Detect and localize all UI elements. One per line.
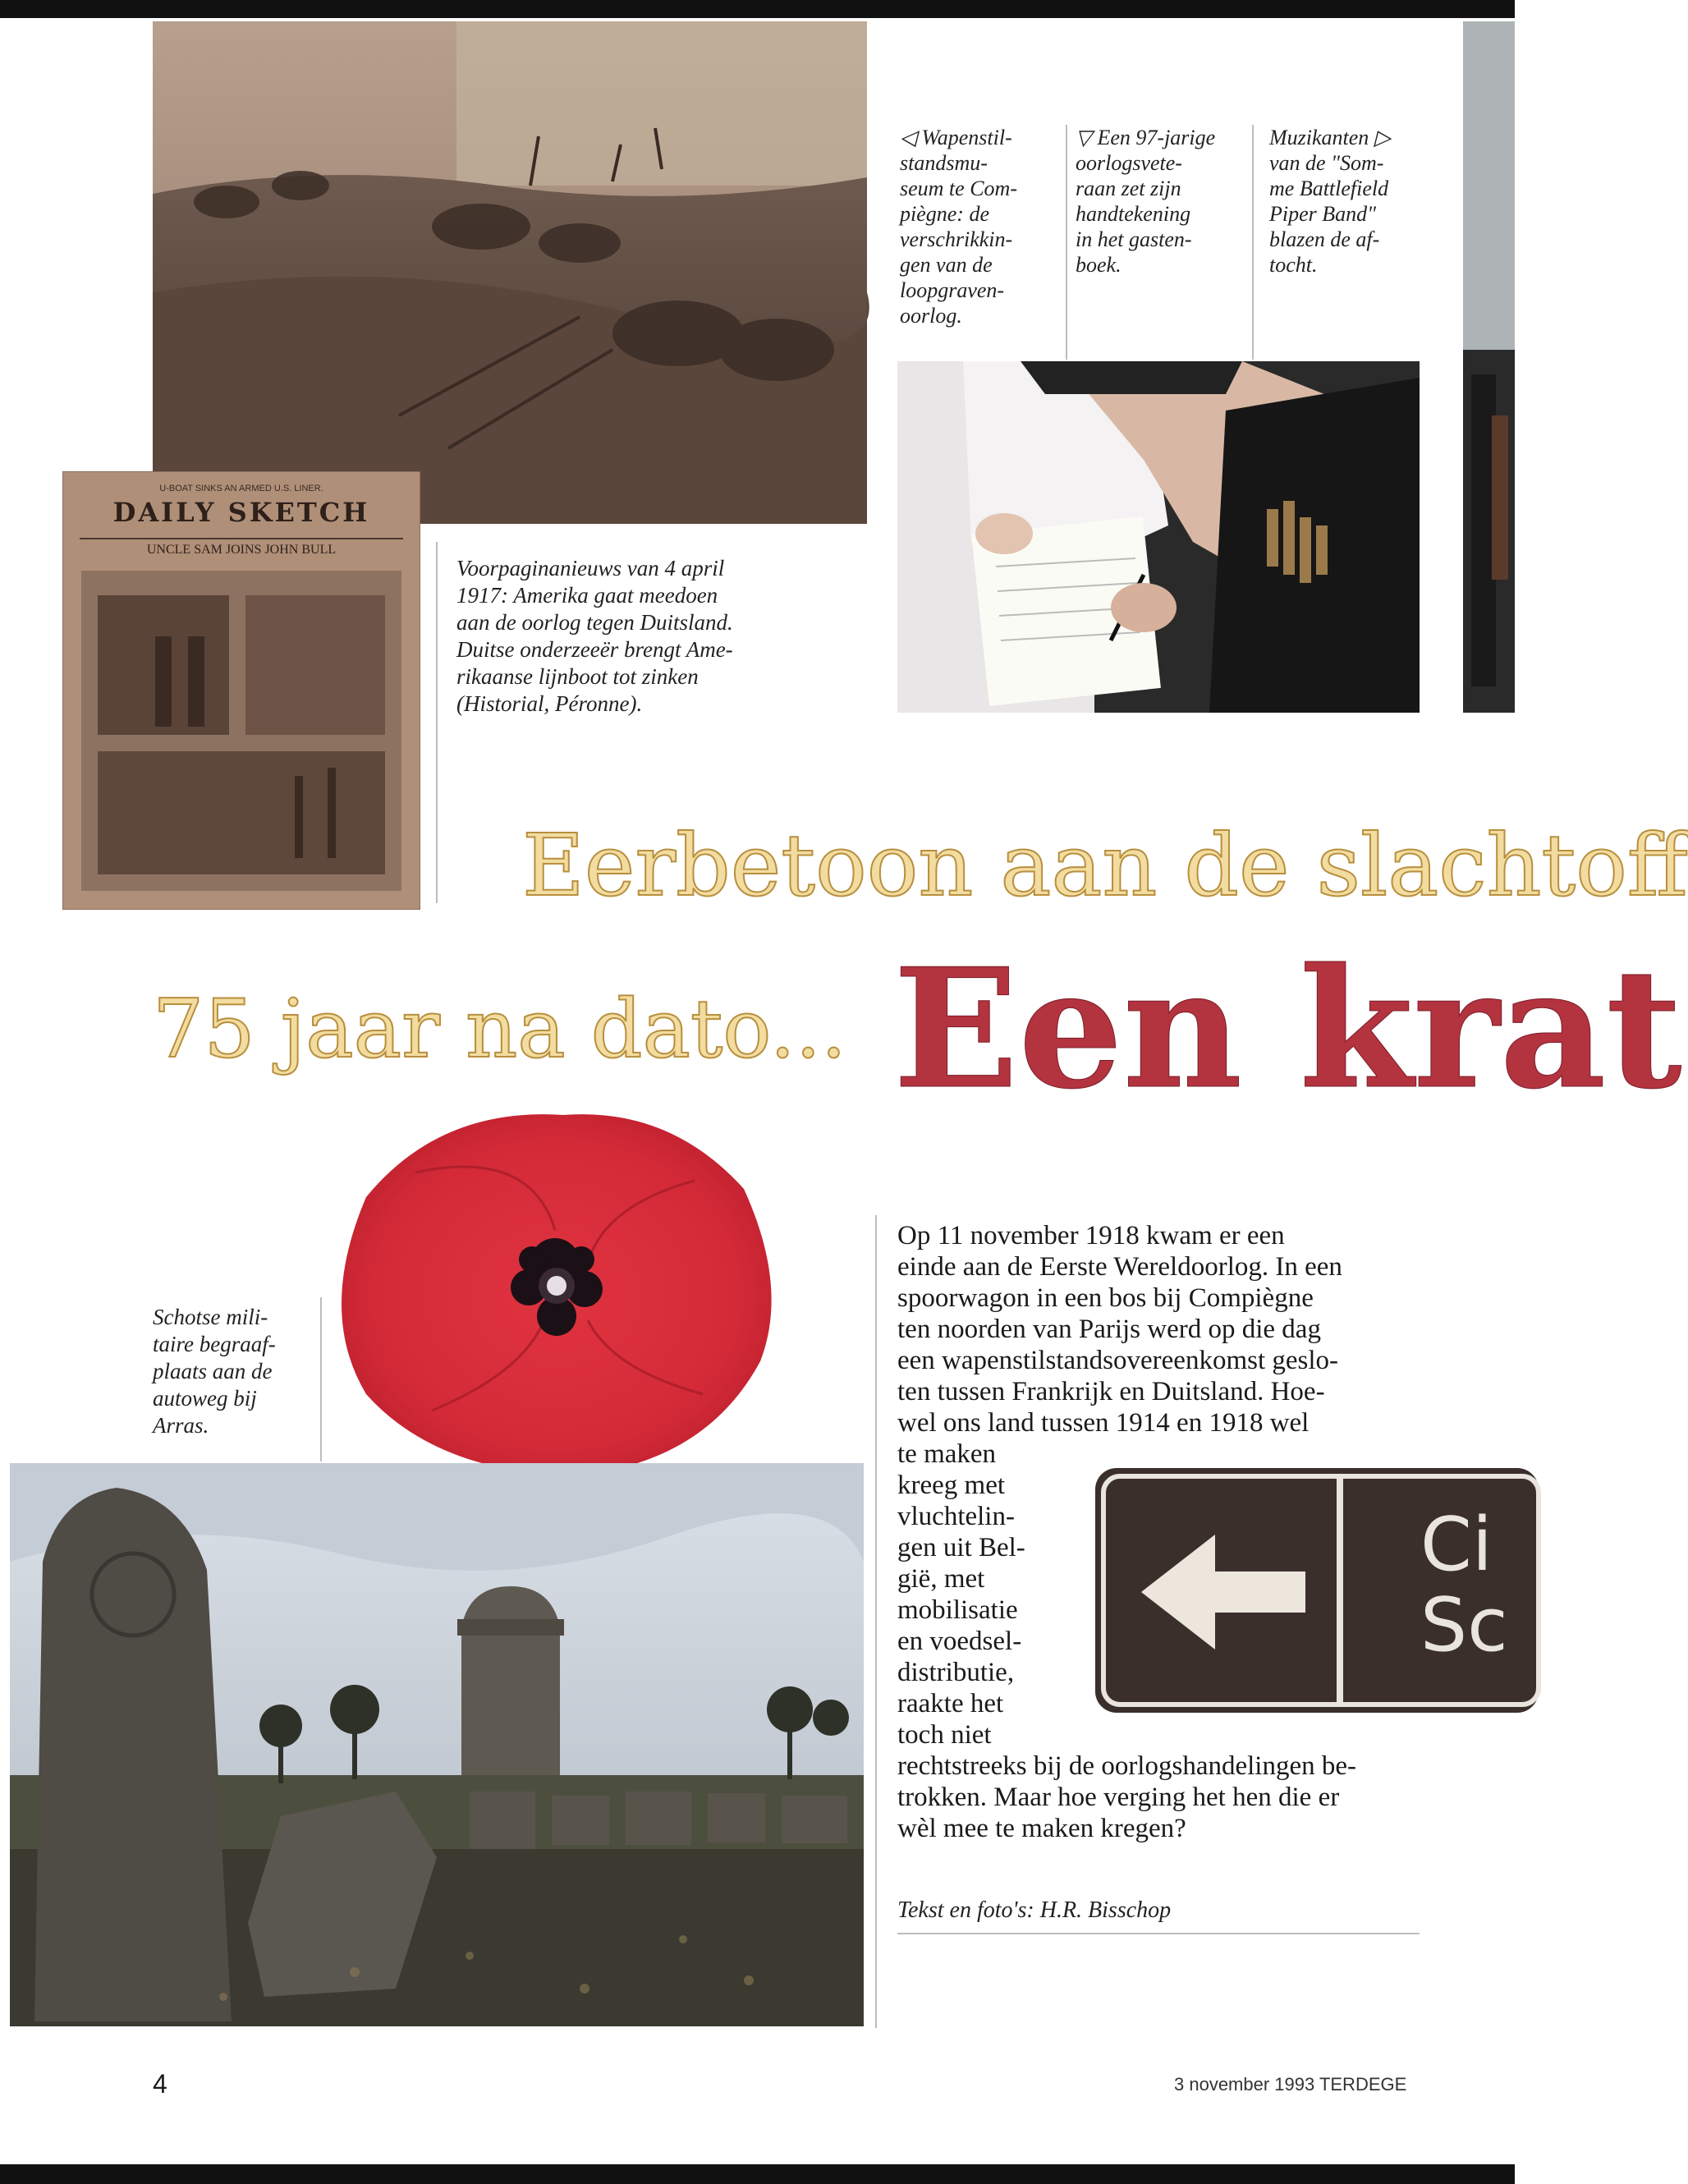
banner-headline: Eerbetoon aan de slachtoff [522,815,1688,915]
caption-divider-1 [1066,125,1067,360]
article-intro-full: Op 11 november 1918 kwam er een einde aan de Eerste Wereldoorlog. In een spoorwagon in een bos bij Compiègne ten noorden van Parijs werd op die dag een wapenstilstandsovereenkomst geslo- ten tussen Frankrijk en Duitsland. Hoe- wel ons land tussen 1914 en 1918 wel [897,1221,1342,1438]
poppy-photo [317,1099,785,1484]
caption-divider-2 [1252,125,1254,360]
article-credit: Tekst en foto's: H.R. Bisschop [897,1897,1172,1923]
top-border [0,0,1515,18]
veteran-signing-photo [897,361,1420,713]
main-headline: Een krat [893,933,1682,1126]
cemetery-caption-divider [320,1297,322,1461]
road-sign-text-1: Ci [1420,1502,1493,1588]
newspaper-masthead: DAILY SKETCH [112,497,370,528]
article-narrow-column: te maken kreeg met vluchtelin- gen uit Bel- gië, met mobilisatie en voedsel- distributie, raakte het toch niet [897,1439,1025,1750]
newspaper-top-headline: U-BOAT SINKS AN ARMED U.S. LINER. [159,484,323,493]
scottish-cemetery-photo [10,1463,864,2026]
issue-line: 3 november 1993 TERDEGE [1174,2074,1407,2095]
credit-underline [897,1933,1420,1934]
road-sign-photo [1092,1465,1515,1716]
newspaper-photo [81,571,401,891]
bottom-border [0,2164,1515,2184]
newspaper-caption: Voorpaginanieuws van 4 april 1917: Amerika gaat meedoen aan de oorlog tegen Duitsland. Duitse onderzeeër brengt Ame- rikaanse lijnboot tot zinken (Historial, Péronne). [456,556,733,716]
road-sign-text-2: Sc [1420,1582,1508,1668]
newspaper-subhead: UNCLE SAM JOINS JOHN BULL [146,543,337,557]
article-column-divider [875,1215,877,2028]
cemetery-caption: Schotse mili- taire begraaf- plaats aan de autoweg bij Arras. [153,1305,276,1438]
musicians-caption: Muzikanten ▷ van de "Som- me Battlefield Piper Band" blazen de af- tocht. [1269,126,1391,277]
compiegne-caption: ◁ Wapenstil- standsmu- seum te Com- piègne: de verschrikkin- gen van de loopgraven- oorlog. [900,126,1017,328]
page-number: 4 [153,2069,167,2099]
newspaper-caption-divider [436,542,438,903]
piper-band-photo [1463,21,1515,713]
veteran-caption: ▽ Een 97-jarige oorlogsvete- raan zet zijn handtekening in het gasten- boek. [1076,126,1216,277]
daily-sketch-newspaper [62,471,420,910]
newspaper-divider [80,538,403,539]
article-closing: rechtstreeks bij de oorlogshandelingen be- trokken. Maar hoe verging het hen die er wèl mee te maken kregen? [897,1751,1356,1843]
trench-warfare-painting [153,21,867,524]
kicker-headline: 75 jaar na dato... [153,983,847,1076]
